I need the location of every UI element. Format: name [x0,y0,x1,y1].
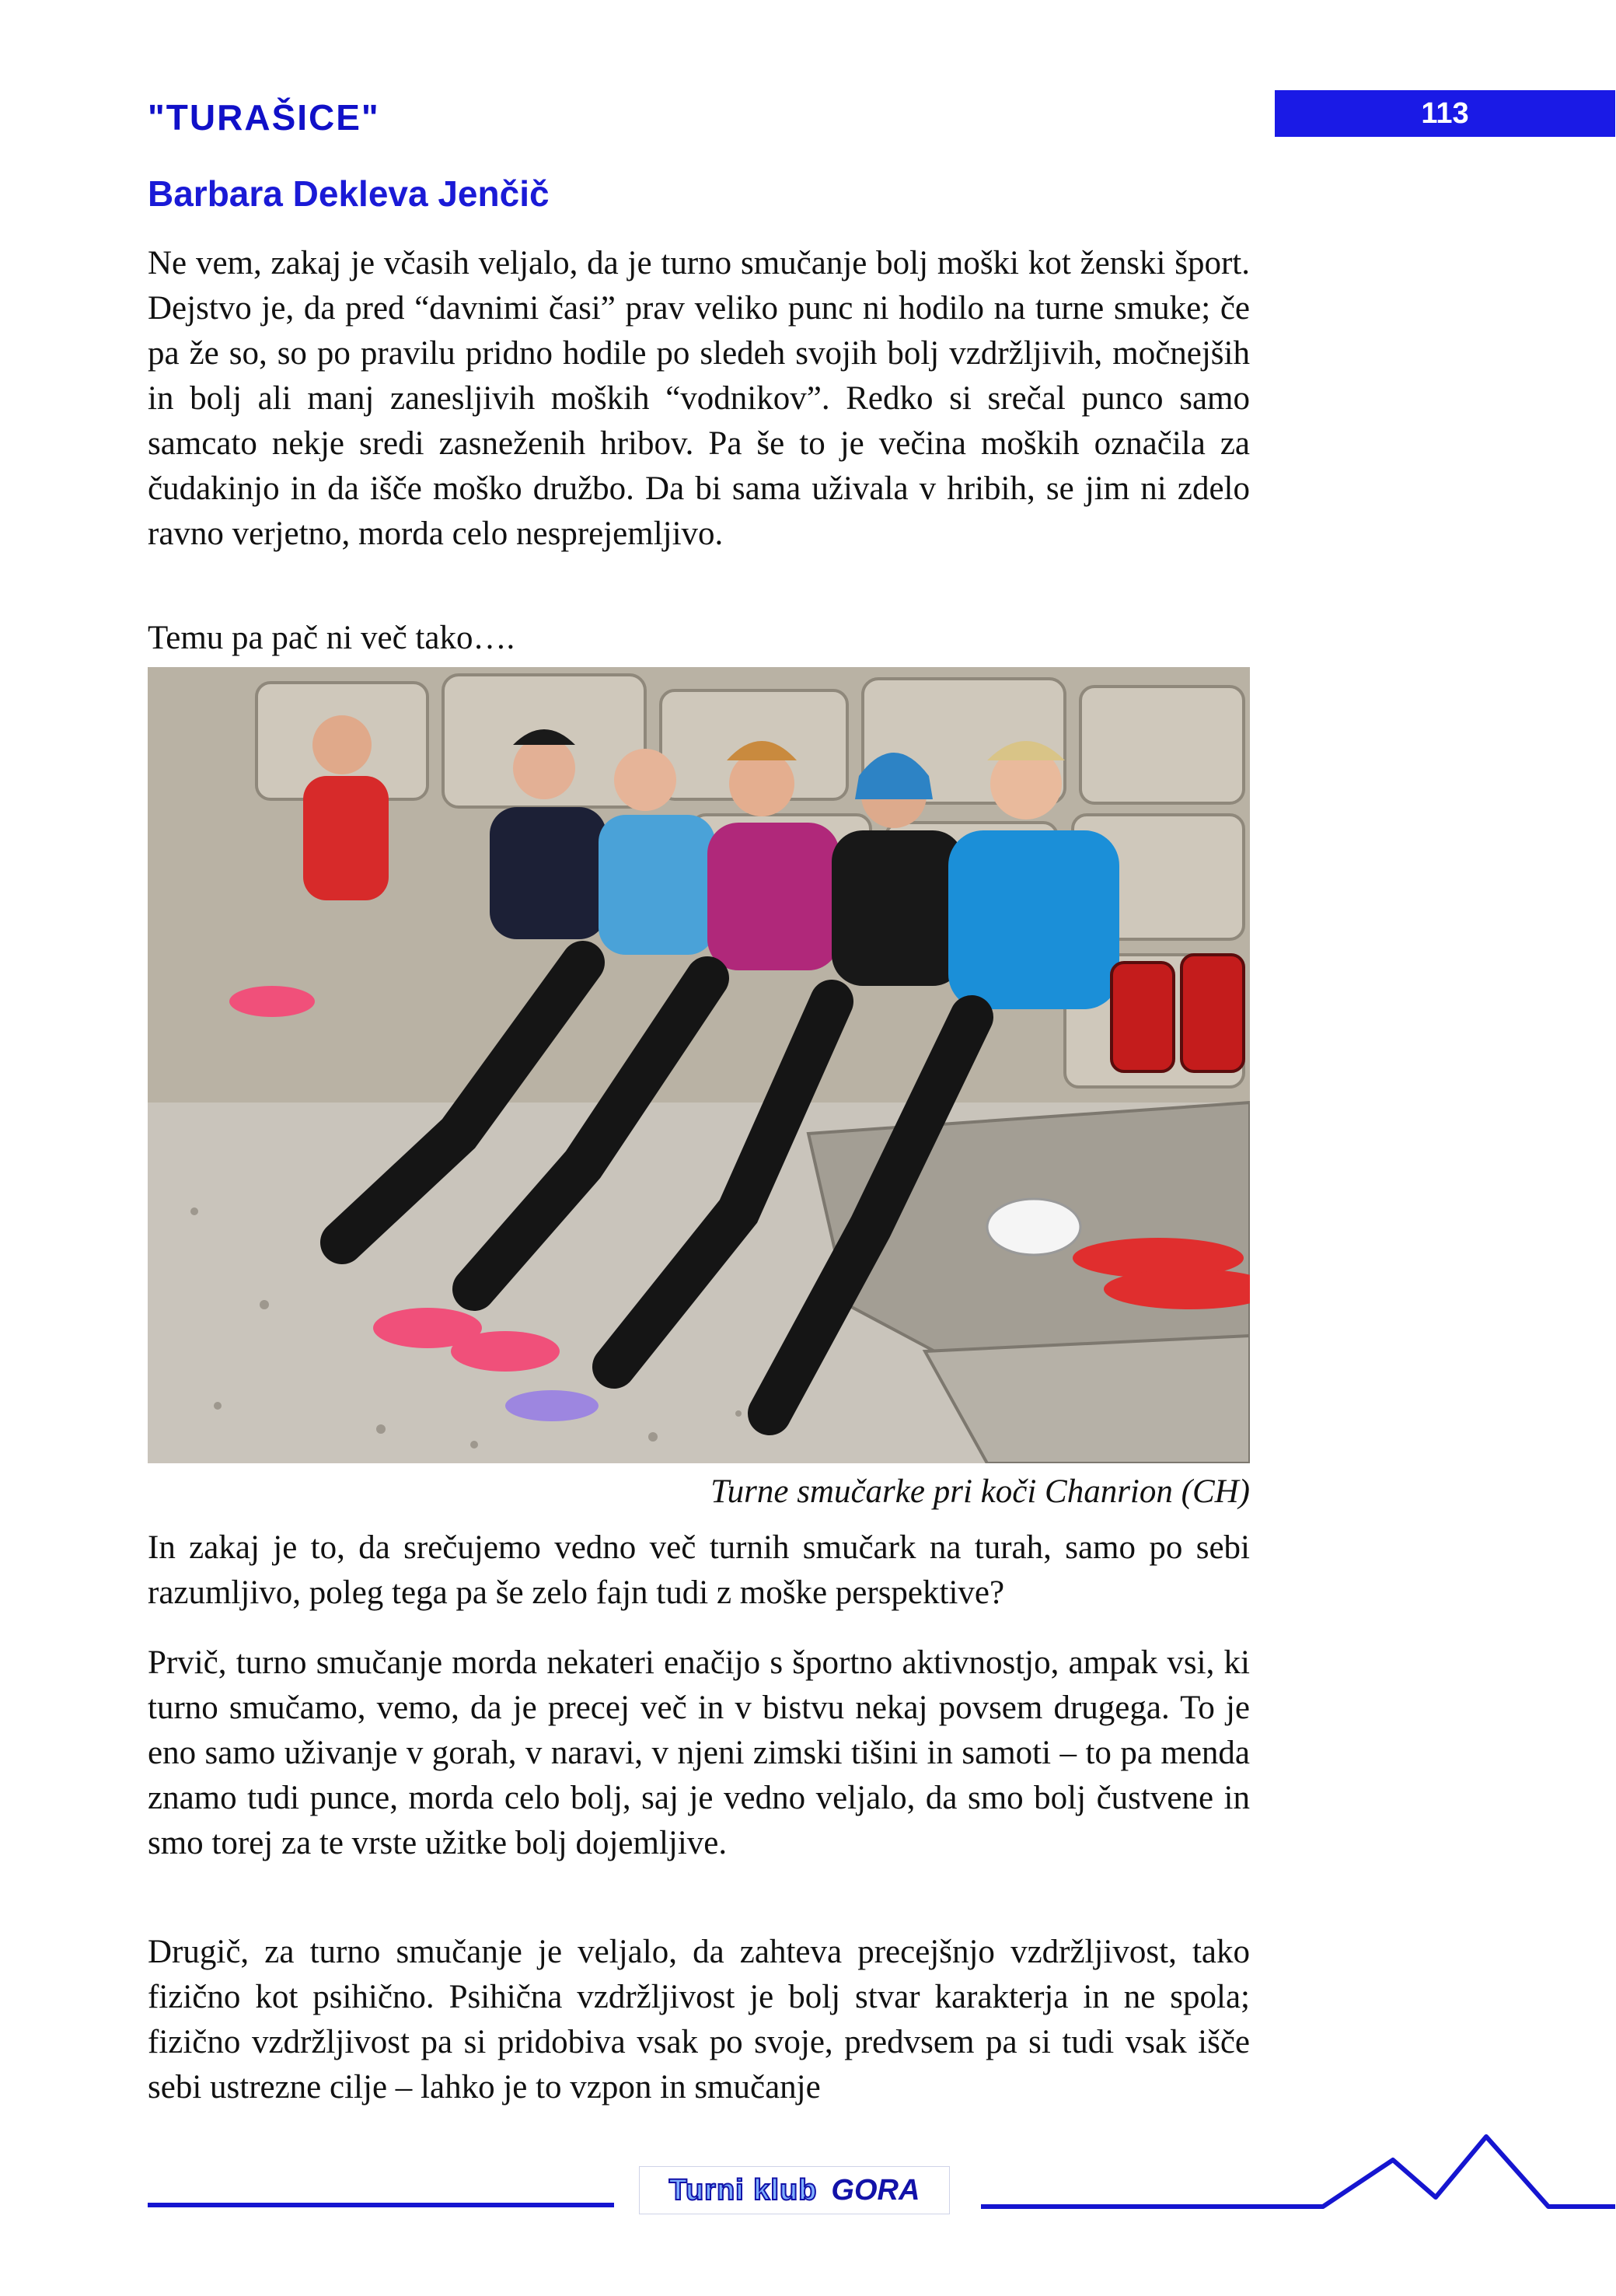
paragraph-3: In zakaj je to, da srečujemo vedno več turnih smučark na turah, samo po sebi razumljivo, poleg tega pa še zelo fajn tudi z moške perspektive? [148,1529,1250,1611]
mountain-outline-icon [981,2123,1615,2216]
club-name: Turni klub [668,2173,818,2207]
club-logo [639,2166,950,2214]
photo-caption: Turne smučarke pri koči Chanrion (CH) [710,1473,1250,1510]
article-author: Barbara Dekleva Jenčič [148,173,550,214]
footer-divider-left [148,2203,614,2207]
paragraph-4: Prvič, turno smučanje morda nekateri enačijo s športno aktivnostjo, ampak vsi, ki turno smučamo, vemo, da je precej več in v bistvu nekaj povsem drugega. To je eno samo uživanje v gorah, v naravi, v njeni zimski tišini in samoti – to pa menda znamo tudi punce, morda celo bolj, saj je vedno veljalo, da smo bolj čustvene in smo torej za te vrste užitke bolj dojemljive. [148,1644,1250,1861]
paragraph-1: Ne vem, zakaj je včasih veljalo, da je turno smučanje bolj moški kot ženski šport. Dejstvo je, da pred “davnimi časi” prav veliko punc ni hodilo na turne smuke; če pa že so, so po pravilu pridno hodile po sledeh svojih bolj vzdržljivih, močnejših in bolj ali manj zanesljivih moških “vodnikov”. Redko si srečal punco samo samcato nekje sredi zasneženih hribov. Pa še to je večina moških označila za čudakinjo in da išče moško družbo. Da bi sama uživala v hribih, se jim ni zdelo ravno verjetno, morda celo nesprejemljivo. [148,245,1250,552]
club-brand: GORA [831,2173,920,2207]
page-number: 113 [1421,96,1469,130]
paragraph-5: Drugič, za turno smučanje je veljalo, da zahteva precejšnjo vzdržljivost, tako fizično kot psihično. Psihična vzdržljivost je bolj stvar karakterja in ne spola; fizično vzdržljivost pa si pridobiva vsak po svoje, predvsem pa si tudi vsak išče sebi ustrezne cilje – lahko je to vzpon in smučanje [148,1934,1250,2106]
page-number-badge [1275,90,1615,137]
group-photo [148,667,1250,1463]
paragraph-2: Temu pa pač ni več tako…. [148,620,515,656]
section-title: "TURAŠICE" [148,97,380,138]
